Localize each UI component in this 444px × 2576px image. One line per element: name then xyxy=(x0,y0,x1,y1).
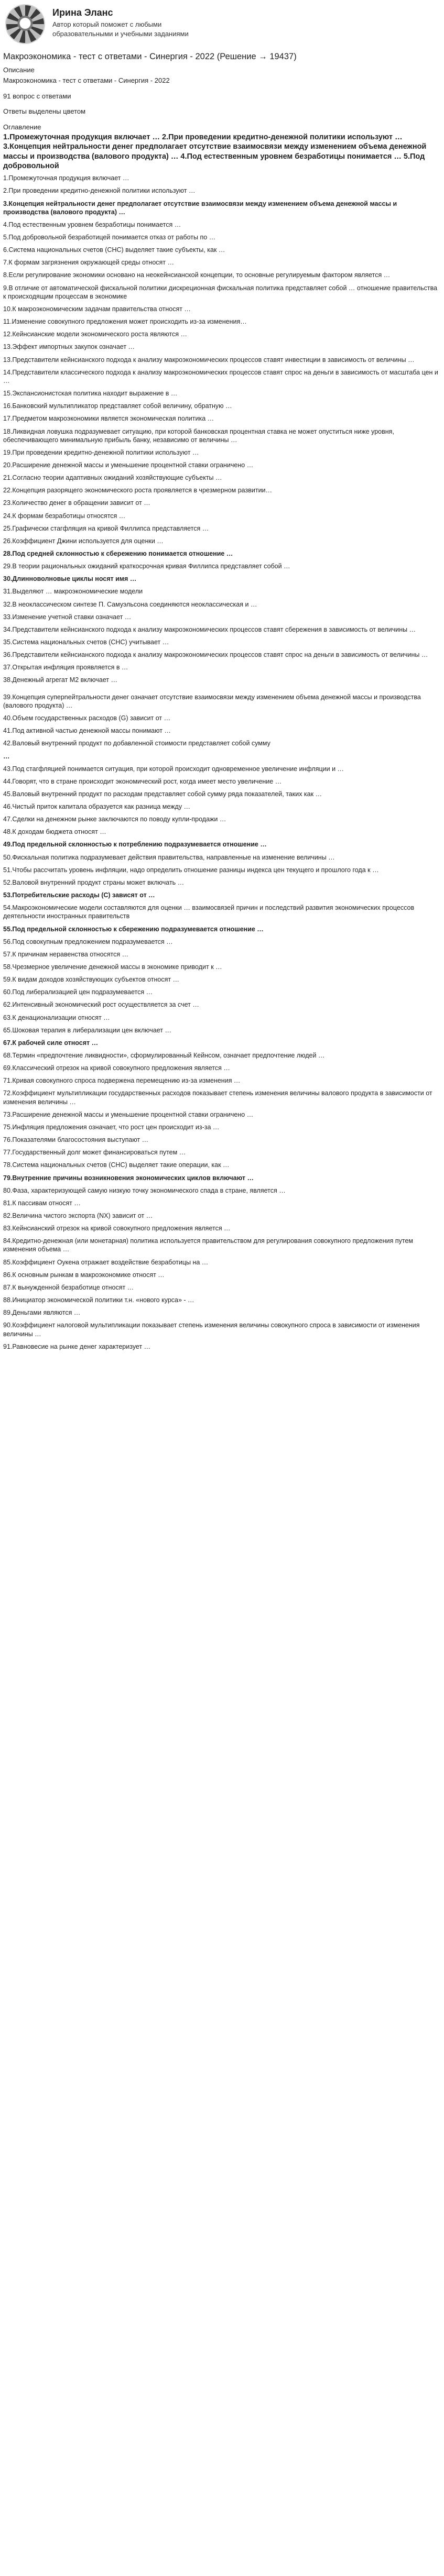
question-item: 46.Чистый приток капитала образуется как разница между … xyxy=(3,803,191,811)
question-item: 77.Государственный долг может финансироваться путем … xyxy=(3,1149,186,1157)
question-item: 32.В неоклассическом синтезе П. Самуэльсона соединяются неоклассическая и … xyxy=(3,600,257,608)
question-item: 36.Представители кейнсианского подхода к анализу макроэкономических процессов ставят спрос на деньги в зависимость от величины … xyxy=(3,651,428,659)
question-item: 42.Валовый внутренний продукт по добавленной стоимости представляет собой сумму xyxy=(3,740,270,747)
question-item: 60.Под либерализацией цен подразумевается … xyxy=(3,988,153,996)
answers-note: Ответы выделены цветом xyxy=(3,107,86,116)
author-description: Автор который поможет с любыми образовательными и учебными заданиями xyxy=(52,20,189,38)
author-info xyxy=(52,4,220,38)
question-item: 34.Представители кейнсианского подхода к анализу макроэкономических процессов ставят сбережения в зависимость от величины … xyxy=(3,625,416,633)
question-item: 40.Объем государственных расходов (G) зависит от … xyxy=(3,714,171,722)
question-item: 88.Инициатор экономической политики т.н. «нового курса» - … xyxy=(3,1296,194,1304)
author-avatar[interactable] xyxy=(5,4,45,44)
question-item: 83.Кейнсианский отрезок на кривой совокупного предложения является … xyxy=(3,1225,231,1232)
question-item: 49.Под предельной склонностью к потреблению подразумевается отношение … xyxy=(3,841,267,849)
question-item: 57.К причинам неравенства относятся … xyxy=(3,950,129,958)
question-item: 55.Под предельной склонностью к сбережению подразумевается отношение … xyxy=(3,925,264,933)
question-item: 5.Под добровольной безработицей понимается отказ от работы по … xyxy=(3,234,216,241)
question-item: 63.К денационализации относят … xyxy=(3,1014,110,1021)
question-item: 41.Под активной частью денежной массы понимают … xyxy=(3,727,171,735)
toc-item[interactable]: 1.Промежуточная продукция включает … xyxy=(3,133,160,142)
question-item: 45.Валовый внутренний продукт по расходам представляет собой сумму ряда показателей, таких как … xyxy=(3,790,322,798)
toc-item[interactable]: 4.Под естественным уровнем безработицы понимается … xyxy=(180,152,402,161)
author-name[interactable]: Ирина Эланс xyxy=(52,7,113,18)
question-item: 90.Коэффициент налоговой мультипликации показывает степень изменения величины совокупного спроса в зависимости от изменения величины … xyxy=(3,1322,420,1338)
question-item: 19.При проведении кредитно-денежной политики используют … xyxy=(3,448,199,456)
question-item: 17.Предметом макроэкономики является экономическая политика … xyxy=(3,415,214,423)
question-item: 16.Банковский мультипликатор представляет собой величину, обратную … xyxy=(3,402,232,410)
question-item: 52.Валовой внутренний продукт страны может включать … xyxy=(3,878,185,886)
question-item: 30.Длинноволновые циклы носят имя … xyxy=(3,575,137,583)
question-item: 89.Деньгами являются … xyxy=(3,1309,81,1317)
question-item: 39.Концепция суперnейтральности денег означает отсутствие взаимосвязи между изменением объема денежной массы и производства (валового продукта) … xyxy=(3,693,421,709)
question-item: 48.К доходам бюджета относят … xyxy=(3,828,106,836)
question-item: 82.Величина чистого экспорта (NX) зависит от … xyxy=(3,1212,153,1219)
question-item: 44.Говорят, что в стране происходит экономический рост, когда имеет место увеличение … xyxy=(3,777,282,785)
question-item: 6.Система национальных счетов (СНС) выделяет такие субъекты, как … xyxy=(3,246,225,254)
question-item: 80.Фаза, характеризующей самую низкую точку экономического спада в стране, является … xyxy=(3,1186,286,1194)
toc-item[interactable]: 5.Под добровольной xyxy=(3,152,425,170)
question-item: 2.При проведении кредитно-денежной политики используют … xyxy=(3,187,196,195)
question-item: 85.Коэффициент Оукена отражает воздействие безработицы на … xyxy=(3,1258,209,1266)
question-item: 3.Концепция нейтральности денег предполагает отсутствие взаимосвязи между изменением объема денежной массы и производства (валового продукта) … xyxy=(3,200,397,216)
question-item: 81.К пассивам относят … xyxy=(3,1199,81,1207)
description-label: Описание xyxy=(3,66,35,74)
question-item: 50.Фискальная политика подразумевает действия правительства, направленные на изменение величины … xyxy=(3,853,335,861)
question-list xyxy=(3,174,441,1351)
question-item: 73.Расширение денежной массы и уменьшение процентной ставки ограничено … xyxy=(3,1110,254,1118)
question-item: 9.В отличие от автоматической фискальной политики дискреционная фискальная политика представляет собой … отношение правительства к происходящим процессам в экономике xyxy=(3,284,438,300)
question-item: 12.Кейнсианские модели экономического роста являются … xyxy=(3,331,187,338)
question-item: 24.К формам безработицы относятся … xyxy=(3,512,126,520)
question-item: 20.Расширение денежной массы и уменьшение процентной ставки ограничено … xyxy=(3,461,254,469)
question-item: 25.Графически стагфляция на кривой Филлипса представляется … xyxy=(3,524,209,532)
question-item: 14.Представители классического подхода к анализу макроэкономических процессов ставят спрос на деньги в зависимость от масштаба цен и … xyxy=(3,368,438,384)
question-item: 21.Согласно теории адаптивных ожиданий хозяйствующие субъекты … xyxy=(3,474,222,482)
question-item: 68.Термин «предпочтение ликвидности», сформулированный Кейнсом, означает предпочтение людей … xyxy=(3,1051,325,1059)
question-item: 10.К макроэкономическим задачам правительства относят … xyxy=(3,305,191,313)
question-item: 51.Чтобы рассчитать уровень инфляции, надо определить отношение разницы индекса цен текущего и прошлого года к … xyxy=(3,866,379,874)
question-item: 22.Концепция разорящего экономического роста проявляется в чрезмерном развитии… xyxy=(3,487,273,494)
question-item: 11.Изменение совокупного предложения может происходить из-за изменения… xyxy=(3,318,247,326)
question-item: 47.Сделки на денежном рынке заключаются по поводу купли-продажи … xyxy=(3,816,226,823)
question-item: 56.Под совокупным предложением подразумевается … xyxy=(3,938,173,945)
question-item: 43.Под стагфляцией понимается ситуация, при которой происходит одновременное увеличение инфляции и … xyxy=(3,765,344,773)
question-item: 75.Инфляция предложения означает, что рост цен происходит из-за … xyxy=(3,1123,220,1131)
question-item: 58.Чрезмерное увеличение денежной массы в экономике приводит к … xyxy=(3,963,222,971)
question-item: 54.Макроэкономические модели составляются для оценки … взаимосвязей причин и последствий развития экономических процессов деятельности иностранных правительств xyxy=(3,904,415,920)
question-item: 15.Экспансионистская политика находит выражение в … xyxy=(3,390,178,398)
question-item: 26.Коэффициент Джини используется для оценки … xyxy=(3,537,164,545)
question-item: 31.Выделяют … макроэкономические модели xyxy=(3,588,143,596)
document-title: Макроэкономика - тест с ответами - Синергия - 2022 (Решение → 19437) xyxy=(3,52,297,61)
toc-item[interactable]: 2.При проведении кредитно-денежной политики используют … xyxy=(162,133,403,142)
question-item: 87.К вынужденной безработице относят … xyxy=(3,1283,134,1291)
question-item: 69.Классический отрезок на кривой совокупного предложения является … xyxy=(3,1064,230,1072)
author-block xyxy=(3,4,441,47)
question-item: 84.Кредитно-денежная (или монетарная) политика используется правительством для регулирования совокупного предложения путем изменения объема … xyxy=(3,1237,414,1253)
question-item: 53.Потребительские расходы (С) зависят от … xyxy=(3,891,155,899)
question-item: 59.К видам доходов хозяйствующих субъектов относят … xyxy=(3,976,180,984)
question-item: 76.Показателями благосостояния выступают … xyxy=(3,1136,149,1144)
question-item: 37.Открытая инфляция проявляется в … xyxy=(3,664,128,671)
question-item: 13.Представители кейнсианского подхода к анализу макроэкономических процессов ставят инвестиции в зависимость от величины … xyxy=(3,356,415,364)
table-of-contents xyxy=(3,133,441,171)
question-item: 65.Шоковая терапия в либерализации цен включает … xyxy=(3,1026,171,1034)
question-item: 4.Под естественным уровнем безработицы понимается … xyxy=(3,221,181,228)
question-item: 33.Изменение учетной ставки означает … xyxy=(3,613,132,621)
question-item: 79.Внутренние причины возникновения экономических циклов включают … xyxy=(3,1174,254,1182)
question-item: 91.Равновесие на рынке денег характеризует … xyxy=(3,1342,151,1350)
question-item: 13.Эффект импортных закупок означает … xyxy=(3,343,135,351)
question-item: 1.Промежуточная продукция включает … xyxy=(3,174,129,182)
question-item: 62.Интенсивный экономический рост осуществляется за счет … xyxy=(3,1001,199,1009)
toc-label: Оглавление xyxy=(3,123,41,131)
question-item: 71.Кривая совокупного спроса подвержена перемещению из-за изменения … xyxy=(3,1077,241,1085)
question-item: 18.Ликвидная ловушка подразумевает ситуацию, при которой банковская процентная ставка не может опуститься ниже уровня, обеспечивающего минимальную прибыль банку, независимо от величины … xyxy=(3,427,394,444)
question-item: 28.Под средней склонностью к сбережению понимается отношение … xyxy=(3,550,233,558)
description-text: Макроэкономика - тест с ответами - Синергия - 2022 xyxy=(3,76,170,84)
toc-item[interactable]: 3.Концепция нейтральности денег предполагает отсутствие взаимосвязи между изменением объема денежной массы и производства (валового продукта) … xyxy=(3,142,427,161)
question-item: 7.К формам загрязнения окружающей среды относят … xyxy=(3,259,174,267)
question-item: 86.К основным рынкам в макроэкономике относят … xyxy=(3,1271,165,1279)
question-item: … xyxy=(3,752,10,760)
question-item: 78.Система национальных счетов (СНС) выделяет такие операции, как … xyxy=(3,1161,230,1169)
question-item: 29.В теории рациональных ожиданий краткосрочная кривая Филлипса представляет собой … xyxy=(3,563,290,570)
question-item: 38.Денежный агрегат М2 включает … xyxy=(3,676,117,684)
question-item: 23.Количество денег в обращении зависит от … xyxy=(3,499,150,507)
question-count: 91 вопрос с ответами xyxy=(3,92,71,100)
question-item: 67.К рабочей силе относят … xyxy=(3,1039,99,1047)
question-item: 72.Коэффициент мультипликации государственных расходов показывает степень изменения величины валового продукта в зависимости от изменения величины … xyxy=(3,1089,432,1106)
question-item: 8.Если регулирование экономики основано на неокейнсианской концепции, то основные регулируемым фактором является … xyxy=(3,271,391,279)
question-item: 35.Система национальных счетов (СНС) учитывает … xyxy=(3,639,169,646)
